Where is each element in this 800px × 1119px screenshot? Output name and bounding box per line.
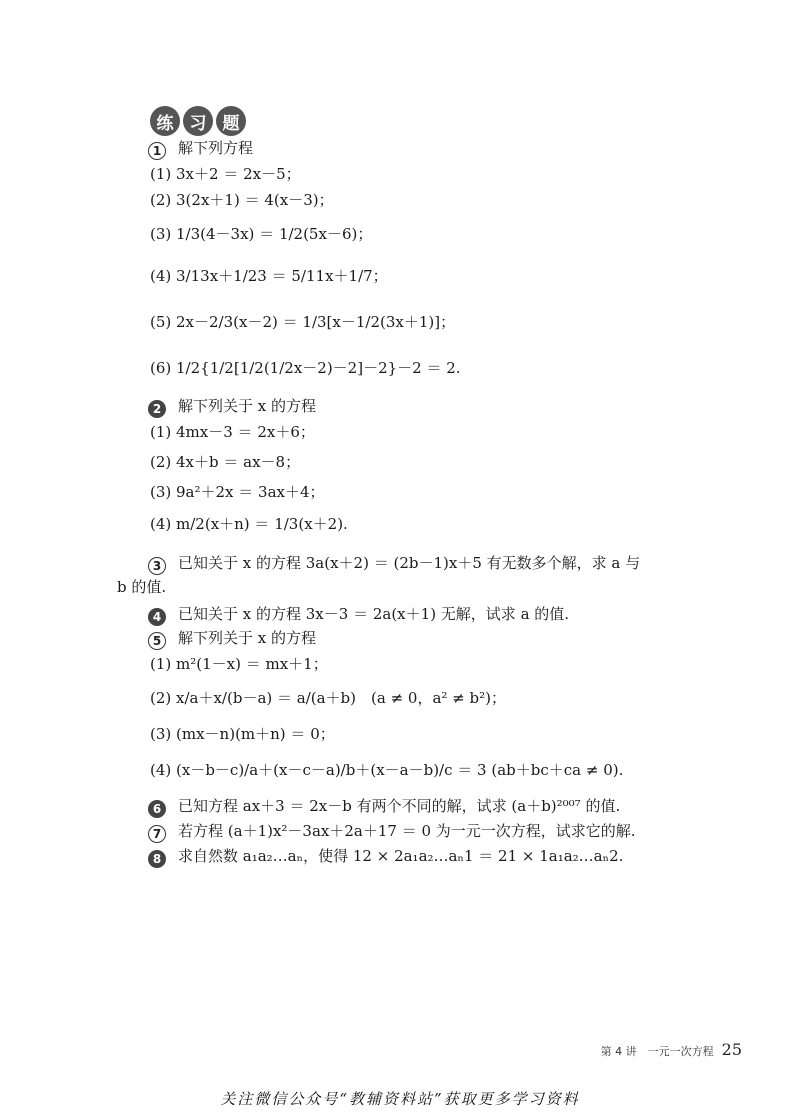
page-footer [601, 1040, 742, 1059]
problem-5-part-4: (4) (x－b－c)/a＋(x－c－a)/b＋(x－a－b)/c ＝ 3 (ab＋bc＋ca ≠ 0). [150, 761, 624, 779]
problem-3-continued: b 的值. [117, 578, 167, 596]
problem-text: 已知关于 x 的方程 3x－3 ＝ 2a(x＋1) 无解，试求 a 的值. [178, 605, 570, 623]
problem-5-part-1: (1) m²(1－x) ＝ mx＋1； [150, 655, 328, 673]
problem-1-part-3: (3) 1/3(4－3x) ＝ 1/2(5x－6)； [150, 225, 373, 243]
heading-char-3: 题 [216, 106, 246, 136]
problem-5-part-3: (3) (mx－n)(m＋n) ＝ 0； [150, 725, 335, 743]
problem-2-part-3: (3) 9a²＋2x ＝ 3ax＋4； [150, 483, 325, 501]
problem-number: 3 [148, 557, 166, 575]
problem-2-part-1: (1) 4mx－3 ＝ 2x＋6； [150, 423, 315, 441]
watermark-note: 关注微信公众号“教辅资料站”获取更多学习资料 [220, 1090, 580, 1108]
problem-5 [148, 628, 316, 650]
problem-5-part-2: (2) x/a＋x/(b－a) ＝ a/(a＋b) (a ≠ 0，a² ≠ b²)； [150, 689, 506, 707]
problem-1-part-5: (5) 2x－2/3(x－2) ＝ 1/3[x－1/2(3x＋1)]； [150, 313, 456, 331]
problem-2-part-4: (4) m/2(x＋n) ＝ 1/3(x＋2). [150, 515, 348, 533]
problem-number: 1 [148, 142, 166, 160]
problem-text: 解下列关于 x 的方程 [178, 397, 316, 415]
problem-number: 2 [148, 400, 166, 418]
problem-text: 已知方程 ax＋3 ＝ 2x－b 有两个不同的解，试求 (a＋b)²⁰⁰⁷ 的值. [178, 797, 621, 815]
problem-text: 若方程 (a＋1)x²－3ax＋2a＋17 ＝ 0 为一元一次方程，试求它的解. [178, 822, 636, 840]
problem-4 [148, 604, 569, 626]
problem-6 [148, 796, 620, 818]
problem-1-part-6: (6) 1/2{1/2[1/2(1/2x－2)－2]－2}－2 ＝ 2. [150, 359, 461, 377]
heading-char-1: 练 [150, 106, 180, 136]
problem-1-part-2: (2) 3(2x＋1) ＝ 4(x－3)； [150, 191, 334, 209]
problem-2-part-2: (2) 4x＋b ＝ ax－8； [150, 453, 301, 471]
problem-1-part-4: (4) 3/13x＋1/23 ＝ 5/11x＋1/7； [150, 267, 388, 285]
problem-3 [148, 553, 640, 575]
heading-char-2: 习 [183, 106, 213, 136]
problem-7 [148, 821, 636, 843]
problem-text: 求自然数 a₁a₂…aₙ，使得 12 × 2a₁a₂…aₙ1 ＝ 21 × 1a₁a₂…aₙ2. [178, 847, 624, 865]
problem-1 [148, 138, 253, 160]
page-number: 25 [721, 1040, 742, 1059]
problem-number: 6 [148, 800, 166, 818]
problem-number: 5 [148, 632, 166, 650]
problem-8 [148, 846, 623, 868]
problem-text: 解下列关于 x 的方程 [178, 629, 316, 647]
problem-number: 8 [148, 850, 166, 868]
problem-2 [148, 396, 316, 418]
problem-number: 7 [148, 825, 166, 843]
exercise-heading [150, 106, 246, 136]
chapter-title: 第 4 讲 一元一次方程 [600, 1045, 714, 1058]
problem-number: 4 [148, 608, 166, 626]
problem-text: 解下列方程 [178, 139, 254, 157]
problem-text: 已知关于 x 的方程 3a(x＋2) ＝ (2b－1)x＋5 有无数多个解，求 a 与 [178, 554, 641, 572]
problem-1-part-1: (1) 3x＋2 ＝ 2x－5； [150, 165, 301, 183]
